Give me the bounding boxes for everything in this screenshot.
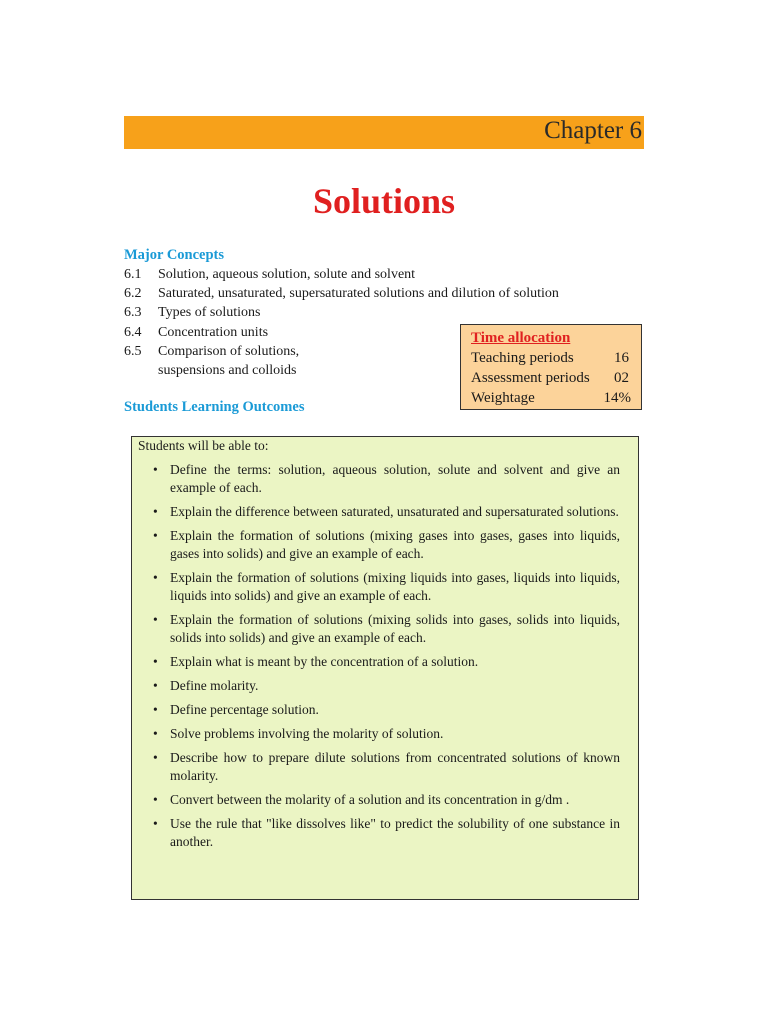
concept-number: 6.3 [124, 305, 142, 321]
time-allocation-row [471, 348, 641, 368]
time-allocation-box [460, 324, 642, 410]
page-title: Solutions [312, 181, 456, 221]
concept-number: 6.5 [124, 343, 142, 359]
outcomes-intro: Students will be able to: [138, 438, 269, 453]
time-allocation-label: Weightage [471, 390, 535, 406]
chapter-banner [124, 116, 644, 149]
concept-text: Concentration units [158, 324, 269, 340]
outcome-item: • Explain what is meant by the concentration of a solution. [150, 653, 620, 671]
time-allocation-title: Time allocation [471, 330, 571, 346]
concept-text: suspensions and colloids [158, 363, 297, 379]
concept-text: Comparison of solutions, [158, 343, 300, 359]
concept-text: Saturated, unsaturated, supersaturated solutions and dilution of solution [158, 286, 559, 302]
time-allocation-row [471, 368, 641, 388]
concept-number: 6.4 [124, 324, 142, 340]
outcomes-list [150, 461, 620, 857]
time-allocation-value: 16 [614, 350, 629, 366]
outcome-item: • Convert between the molarity of a solution and its concentration in g/dm . [150, 791, 620, 809]
learning-outcomes-box [131, 436, 639, 900]
concept-text: Solution, aqueous solution, solute and solvent [158, 267, 416, 282]
outcome-item: • Define percentage solution. [150, 701, 620, 719]
outcome-item: • Explain the difference between saturated, unsaturated and supersaturated solutions. [150, 503, 620, 521]
time-allocation-row [471, 388, 641, 408]
major-concepts-heading: Major Concepts [124, 247, 225, 263]
time-allocation-value: 14% [603, 390, 631, 406]
concept-item [124, 265, 604, 284]
time-allocation-value: 02 [614, 370, 629, 386]
outcome-item: • Use the rule that "like dissolves like" to predict the solubility of one substance in another. [150, 815, 620, 851]
concept-number: 6.1 [124, 267, 142, 282]
outcome-item: • Describe how to prepare dilute solutions from concentrated solutions of known molarity. [150, 749, 620, 785]
outcome-item: • Explain the formation of solutions (mixing liquids into gases, liquids into liquids, liquids into solids) and give an example of each. [150, 569, 620, 605]
outcome-item: • Explain the formation of solutions (mixing solids into gases, solids into liquids, solids into solids) and give an example of each. [150, 611, 620, 647]
learning-outcomes-heading: Students Learning Outcomes [124, 399, 305, 415]
time-allocation-label: Assessment periods [471, 370, 590, 386]
concept-item [124, 303, 604, 322]
chapter-label: Chapter 6 [544, 117, 642, 144]
outcome-item: • Explain the formation of solutions (mixing gases into gases, gases into liquids, gases into solids) and give an example of each. [150, 527, 620, 563]
outcome-item: • Solve problems involving the molarity of solution. [150, 725, 620, 743]
time-allocation-label: Teaching periods [471, 350, 574, 366]
outcome-item: • Define the terms: solution, aqueous solution, solute and solvent and give an example of each. [150, 461, 620, 497]
concept-item [124, 284, 604, 303]
concept-number [124, 361, 158, 380]
outcome-item: • Define molarity. [150, 677, 620, 695]
concept-number: 6.2 [124, 286, 142, 302]
concept-text: Types of solutions [158, 305, 261, 321]
